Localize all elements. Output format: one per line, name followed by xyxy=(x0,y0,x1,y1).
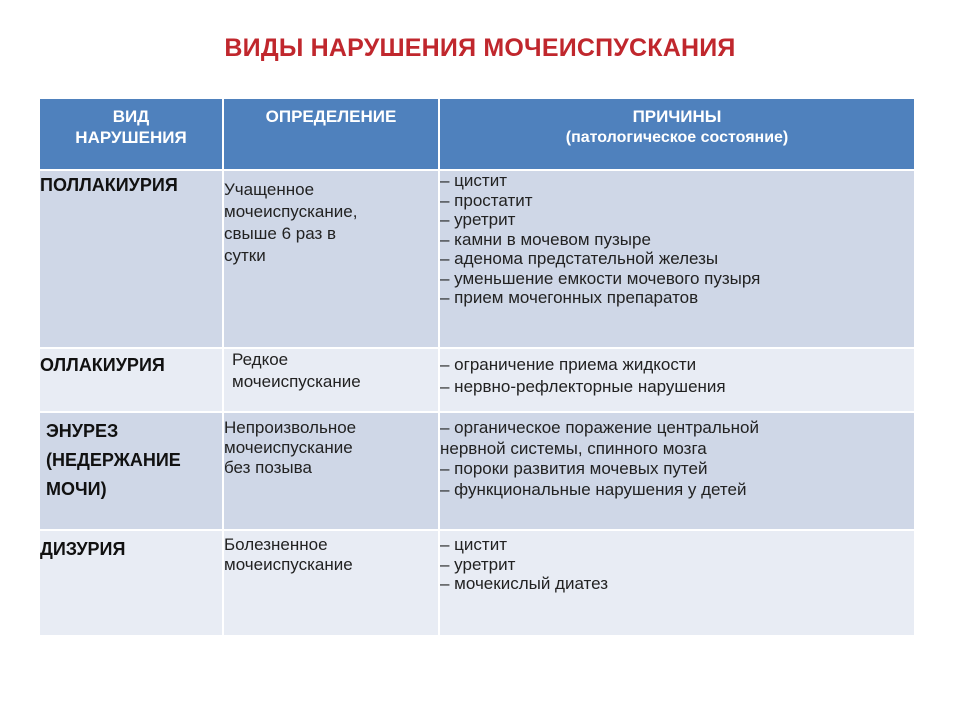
definition-line: Непроизвольное xyxy=(224,418,357,437)
kind-line: ЭНУРЕЗ xyxy=(46,421,119,441)
kind-cell xyxy=(39,170,223,348)
definition-line: Учащенное xyxy=(224,180,315,199)
cause-item: – камни в мочевом пузыре xyxy=(440,229,651,249)
definition-line: мочеиспускание, xyxy=(224,202,358,221)
causes-list xyxy=(440,535,914,594)
kind-line: ОЛЛАКИУРИЯ xyxy=(40,355,165,375)
kind-line: ДИЗУРИЯ xyxy=(40,539,126,559)
column-header-definition-label: ОПРЕДЕЛЕНИЕ xyxy=(265,107,397,126)
table-row xyxy=(39,530,915,636)
column-header-reasons-line1: ПРИЧИНЫ xyxy=(632,107,722,126)
kind-cell xyxy=(39,530,223,636)
cause-item: – цистит xyxy=(440,171,507,190)
cause-item: – прием мочегонных препаратов xyxy=(440,288,699,307)
definition-line: мочеиспускание xyxy=(224,438,353,457)
table-row xyxy=(39,170,915,348)
cause-item: – уменьшение емкости мочевого пузыря xyxy=(440,268,761,288)
kind-line: ПОЛЛАКИУРИЯ xyxy=(40,175,178,195)
cause-item: – уретрит xyxy=(440,554,516,574)
table-header-row xyxy=(39,98,915,170)
column-header-reasons xyxy=(439,98,915,170)
page-title: ВИДЫ НАРУШЕНИЯ МОЧЕИСПУСКАНИЯ xyxy=(224,34,736,62)
causes-list xyxy=(440,418,914,500)
column-header-kind xyxy=(39,98,223,170)
cause-item: – аденома предстательной железы xyxy=(440,249,719,268)
definition-cell xyxy=(223,412,439,530)
column-header-kind-line1: ВИД xyxy=(112,107,150,126)
column-header-kind-line2: НАРУШЕНИЯ xyxy=(75,128,187,147)
cause-item: – нервно-рефлекторные нарушения xyxy=(440,377,726,396)
definition-cell xyxy=(223,170,439,348)
cause-item: – пороки развития мочевых путей xyxy=(440,459,708,478)
causes-cell xyxy=(439,170,915,348)
kind-cell xyxy=(39,412,223,530)
cause-item: – органическое поражение центральной xyxy=(440,418,759,437)
column-header-definition xyxy=(223,98,439,170)
column-header-reasons-line2: (патологическое состояние) xyxy=(565,129,789,146)
definition-line: сутки xyxy=(224,246,266,265)
cause-item: – мочекислый диатез xyxy=(440,574,609,593)
definition-line: мочеиспускание xyxy=(224,555,353,574)
cause-item: – уретрит xyxy=(440,210,516,229)
definition-cell xyxy=(223,530,439,636)
definition-line: мочеиспускание xyxy=(232,372,361,391)
causes-cell xyxy=(439,412,915,530)
causes-cell xyxy=(439,348,915,412)
cause-item: – простатит xyxy=(440,190,533,210)
definition-line: свыше 6 раз в xyxy=(224,224,337,243)
kind-line: МОЧИ) xyxy=(46,479,107,499)
cause-item: – цистит xyxy=(440,535,507,554)
causes-list xyxy=(440,354,914,398)
table-row xyxy=(39,348,915,412)
cause-item: нервной системы, спинного мозга xyxy=(440,438,707,458)
causes-cell xyxy=(439,530,915,636)
kind-cell xyxy=(39,348,223,412)
cause-item: – функциональные нарушения у детей xyxy=(440,479,747,499)
definition-line: без позыва xyxy=(224,458,312,477)
cause-item: – ограничение приема жидкости xyxy=(440,355,697,374)
kind-line: (НЕДЕРЖАНИЕ xyxy=(46,450,181,470)
causes-list xyxy=(440,171,914,308)
definition-cell xyxy=(223,348,439,412)
disorders-table xyxy=(38,97,916,637)
definition-line: Болезненное xyxy=(224,535,328,554)
table-row xyxy=(39,412,915,530)
definition-line: Редкое xyxy=(232,350,289,369)
